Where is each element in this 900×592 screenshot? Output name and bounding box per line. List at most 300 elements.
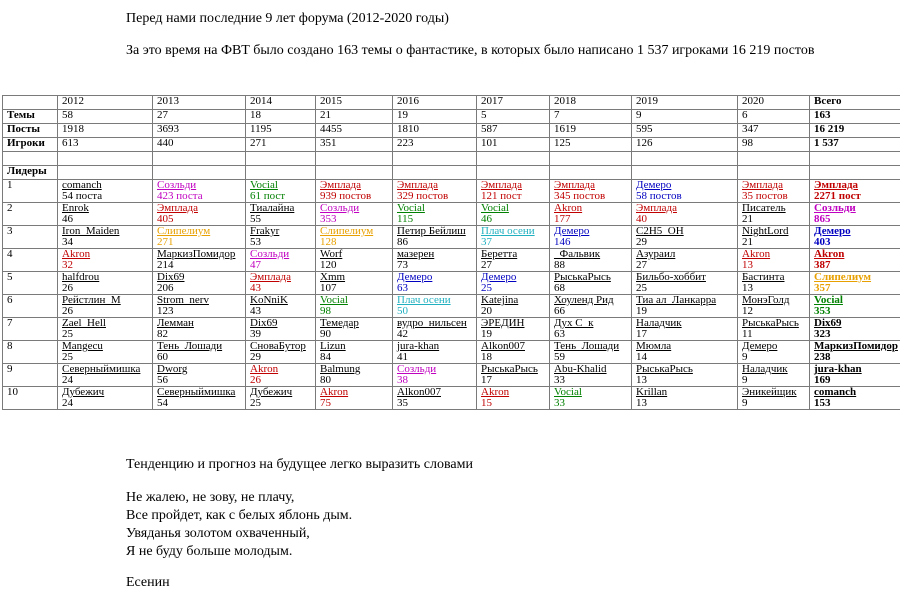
- leader-cell: [58, 180, 153, 203]
- leader-name: comanch: [62, 180, 148, 191]
- leader-post-count: 43: [250, 306, 311, 317]
- leader-cell: [316, 180, 393, 203]
- leader-cell: [738, 272, 810, 295]
- leader-cell: [738, 364, 810, 387]
- leader-post-count: 2271 пост: [814, 191, 900, 202]
- leader-post-count: 357: [814, 283, 900, 294]
- empty-cell: [632, 166, 738, 180]
- leader-cell: [316, 226, 393, 249]
- leader-name: Dworg: [157, 364, 241, 375]
- leader-cell: [810, 226, 900, 249]
- forum-stats-table: [2, 95, 900, 410]
- leader-cell: [58, 226, 153, 249]
- rank-cell: 10: [3, 387, 58, 410]
- leader-cell: [477, 180, 550, 203]
- leader-post-count: 17: [636, 329, 733, 340]
- leader-cell: [153, 364, 246, 387]
- leader-cell: [153, 180, 246, 203]
- leader-cell: [58, 203, 153, 226]
- leader-name: Бастинта: [742, 272, 805, 283]
- leader-name: Плач осени: [397, 295, 472, 306]
- leader-cell: [632, 226, 738, 249]
- leader-cell: [632, 364, 738, 387]
- leader-name: comanch: [814, 387, 900, 398]
- header-cell: 2020: [738, 96, 810, 110]
- leader-name: Lizun: [320, 341, 388, 352]
- leader-post-count: 271: [157, 237, 241, 248]
- leaders-header-row: [3, 166, 900, 180]
- leader-name: Alkon007: [481, 341, 545, 352]
- leader-cell: [246, 295, 316, 318]
- leader-name: Akron: [481, 387, 545, 398]
- rank-cell: 7: [3, 318, 58, 341]
- poem-line: Все пройдет, как с белых яблонь дым.: [126, 507, 352, 525]
- stat-cell: 271: [246, 138, 316, 152]
- leader-name: Мюмла: [636, 341, 733, 352]
- stat-cell: 58: [58, 110, 153, 124]
- leader-post-count: 39: [250, 329, 311, 340]
- leader-row: [3, 318, 900, 341]
- leader-post-count: 80: [320, 375, 388, 386]
- leader-post-count: 41: [397, 352, 472, 363]
- leader-name: Enrok: [62, 203, 148, 214]
- stat-cell: 98: [738, 138, 810, 152]
- empty-cell: [810, 166, 900, 180]
- leader-name: ЭРЕДИН: [481, 318, 545, 329]
- leader-cell: [550, 318, 632, 341]
- leader-post-count: 42: [397, 329, 472, 340]
- leader-row: [3, 295, 900, 318]
- leader-post-count: 38: [397, 375, 472, 386]
- leader-name: Xmm: [320, 272, 388, 283]
- rank-cell: 1: [3, 180, 58, 203]
- leader-post-count: 98: [320, 306, 388, 317]
- leader-cell: [550, 387, 632, 410]
- leader-post-count: 24: [62, 398, 148, 409]
- leader-cell: [550, 341, 632, 364]
- leader-cell: [393, 180, 477, 203]
- leader-cell: [477, 364, 550, 387]
- leader-name: Плач осени: [481, 226, 545, 237]
- leader-name: Тиа ал_Ланкарра: [636, 295, 733, 306]
- leader-post-count: 323: [814, 329, 900, 340]
- leader-cell: [550, 249, 632, 272]
- leader-cell: [810, 295, 900, 318]
- stat-cell: 1195: [246, 124, 316, 138]
- leader-cell: [246, 249, 316, 272]
- leader-cell: [738, 341, 810, 364]
- leader-name: Созльди: [814, 203, 900, 214]
- leader-cell: [738, 295, 810, 318]
- leader-post-count: 33: [554, 375, 627, 386]
- empty-cell: [58, 152, 153, 166]
- leader-cell: [153, 295, 246, 318]
- empty-cell: [632, 152, 738, 166]
- leader-name: Frakyr: [250, 226, 311, 237]
- leader-name: МаркизПомидор: [157, 249, 241, 260]
- stat-cell: 6: [738, 110, 810, 124]
- header-cell: [3, 96, 58, 110]
- leader-name: C2H5_OH: [636, 226, 733, 237]
- leader-name: Тень_Лошади: [554, 341, 627, 352]
- leader-cell: [632, 341, 738, 364]
- leader-name: Strom_nerv: [157, 295, 241, 306]
- leader-row: [3, 203, 900, 226]
- stat-cell: 587: [477, 124, 550, 138]
- leader-row: [3, 249, 900, 272]
- leader-cell: [246, 318, 316, 341]
- empty-cell: [393, 166, 477, 180]
- leader-name: Демеро: [554, 226, 627, 237]
- leader-name: Темедар: [320, 318, 388, 329]
- leader-post-count: 43: [250, 283, 311, 294]
- poem-line: Увяданья золотом охваченный,: [126, 525, 352, 543]
- leader-cell: [316, 272, 393, 295]
- leader-post-count: 939 постов: [320, 191, 388, 202]
- leader-name: Эмплада: [636, 203, 733, 214]
- leader-post-count: 115: [397, 214, 472, 225]
- leader-name: Akron: [250, 364, 311, 375]
- leader-post-count: 177: [554, 214, 627, 225]
- stat-cell: 21: [316, 110, 393, 124]
- leader-cell: [810, 387, 900, 410]
- leader-name: Демеро: [636, 180, 733, 191]
- leader-post-count: 387: [814, 260, 900, 271]
- leader-name: РыськаРысь: [636, 364, 733, 375]
- stat-total-cell: 16 219: [810, 124, 900, 138]
- leader-cell: [477, 272, 550, 295]
- leader-name: Демеро: [742, 341, 805, 352]
- leader-cell: [153, 203, 246, 226]
- empty-cell: [550, 152, 632, 166]
- leader-post-count: 26: [62, 283, 148, 294]
- leader-name: Созльди: [250, 249, 311, 260]
- stat-cell: 19: [393, 110, 477, 124]
- empty-cell: [153, 152, 246, 166]
- leader-post-count: 13: [742, 260, 805, 271]
- leader-name: Хоуленд Рид: [554, 295, 627, 306]
- empty-cell: [153, 166, 246, 180]
- leader-post-count: 13: [742, 283, 805, 294]
- leader-post-count: 21: [742, 214, 805, 225]
- leader-name: _Фальвик: [554, 249, 627, 260]
- leader-post-count: 120: [320, 260, 388, 271]
- rank-cell: 4: [3, 249, 58, 272]
- leader-name: Worf: [320, 249, 388, 260]
- leader-cell: [153, 341, 246, 364]
- leader-post-count: 9: [742, 352, 805, 363]
- leader-post-count: 32: [62, 260, 148, 271]
- rank-cell: 2: [3, 203, 58, 226]
- leader-post-count: 46: [481, 214, 545, 225]
- leader-cell: [246, 272, 316, 295]
- stat-cell: 4455: [316, 124, 393, 138]
- leader-name: Akron: [62, 249, 148, 260]
- leader-cell: [477, 318, 550, 341]
- leader-cell: [393, 364, 477, 387]
- leader-name: Abu-Khalid: [554, 364, 627, 375]
- leader-cell: [58, 295, 153, 318]
- leader-name: Iron_Maiden: [62, 226, 148, 237]
- leader-name: NightLord: [742, 226, 805, 237]
- leader-name: Эмплада: [157, 203, 241, 214]
- leader-post-count: 37: [481, 237, 545, 248]
- leader-cell: [738, 226, 810, 249]
- empty-cell: [393, 152, 477, 166]
- empty-cell: [316, 166, 393, 180]
- leader-post-count: 63: [397, 283, 472, 294]
- leader-cell: [393, 203, 477, 226]
- leader-post-count: 214: [157, 260, 241, 271]
- leader-row: [3, 226, 900, 249]
- leader-cell: [810, 318, 900, 341]
- stat-cell: 1810: [393, 124, 477, 138]
- leader-cell: [393, 249, 477, 272]
- leader-name: Тиалайна: [250, 203, 311, 214]
- leader-post-count: 84: [320, 352, 388, 363]
- leader-cell: [810, 272, 900, 295]
- poem-stanza: [126, 489, 352, 561]
- intro-line-years: Перед нами последние 9 лет форума (2012-2020 годы): [126, 10, 449, 28]
- leader-post-count: 25: [636, 283, 733, 294]
- leader-post-count: 21: [742, 237, 805, 248]
- leader-post-count: 40: [636, 214, 733, 225]
- leader-post-count: 35: [397, 398, 472, 409]
- leader-name: Krillan: [636, 387, 733, 398]
- leader-post-count: 353: [814, 306, 900, 317]
- leader-name: Dix69: [814, 318, 900, 329]
- leader-cell: [477, 387, 550, 410]
- leader-row: [3, 387, 900, 410]
- leader-cell: [58, 341, 153, 364]
- leader-post-count: 238: [814, 352, 900, 363]
- leader-row: [3, 272, 900, 295]
- leader-post-count: 121 пост: [481, 191, 545, 202]
- leader-post-count: 107: [320, 283, 388, 294]
- leader-name: Дубежич: [62, 387, 148, 398]
- leader-name: Эмплада: [814, 180, 900, 191]
- leader-post-count: 60: [157, 352, 241, 363]
- leader-cell: [246, 180, 316, 203]
- spacer-row: [3, 152, 900, 166]
- leader-name: jura-khan: [397, 341, 472, 352]
- leader-name: Лемман: [157, 318, 241, 329]
- leader-name: Северныймишка: [157, 387, 241, 398]
- leader-name: Демеро: [397, 272, 472, 283]
- leader-post-count: 24: [62, 375, 148, 386]
- leader-cell: [393, 272, 477, 295]
- leader-cell: [477, 341, 550, 364]
- leader-name: СноваБутор: [250, 341, 311, 352]
- poem-line: Я не буду больше молодым.: [126, 543, 352, 561]
- empty-cell: [738, 152, 810, 166]
- leader-cell: [246, 364, 316, 387]
- leader-name: РыськаРысь: [742, 318, 805, 329]
- header-cell: Всего: [810, 96, 900, 110]
- leader-post-count: 54: [157, 398, 241, 409]
- poem-author: Есенин: [126, 574, 170, 592]
- leader-cell: [632, 272, 738, 295]
- leader-cell: [58, 272, 153, 295]
- empty-cell: [477, 166, 550, 180]
- empty-cell: [58, 166, 153, 180]
- leader-name: Писатель: [742, 203, 805, 214]
- leader-name: halfdrou: [62, 272, 148, 283]
- empty-cell: [550, 166, 632, 180]
- leader-post-count: 9: [742, 398, 805, 409]
- leader-cell: [246, 341, 316, 364]
- leader-name: KoNniK: [250, 295, 311, 306]
- stats-row: [3, 110, 900, 124]
- intro-line-summary: За это время на ФВТ было создано 163 темы о фантастике, в которых было написано 1 537 игроками 16 219 постов: [126, 42, 846, 60]
- leader-name: Северныймишка: [62, 364, 148, 375]
- stats-row: [3, 138, 900, 152]
- leader-cell: [393, 226, 477, 249]
- leader-name: вудро_нильсен: [397, 318, 472, 329]
- leader-row: [3, 180, 900, 203]
- leader-post-count: 73: [397, 260, 472, 271]
- leader-post-count: 29: [636, 237, 733, 248]
- leader-post-count: 19: [636, 306, 733, 317]
- row-label: Посты: [3, 124, 58, 138]
- leader-name: мазерен: [397, 249, 472, 260]
- leader-name: Тень_Лошади: [157, 341, 241, 352]
- stat-cell: 613: [58, 138, 153, 152]
- leader-cell: [58, 249, 153, 272]
- leader-cell: [810, 249, 900, 272]
- leader-post-count: 25: [481, 283, 545, 294]
- leader-cell: [738, 203, 810, 226]
- stat-total-cell: 163: [810, 110, 900, 124]
- leader-name: Созльди: [397, 364, 472, 375]
- leader-cell: [393, 341, 477, 364]
- leader-name: Дух С_к: [554, 318, 627, 329]
- header-row: [3, 96, 900, 110]
- leader-cell: [246, 203, 316, 226]
- leader-cell: [316, 364, 393, 387]
- leader-cell: [58, 364, 153, 387]
- leader-name: Akron: [814, 249, 900, 260]
- leader-post-count: 25: [250, 398, 311, 409]
- leader-name: Эмплада: [397, 180, 472, 191]
- leader-name: Эникейщик: [742, 387, 805, 398]
- leader-cell: [810, 180, 900, 203]
- leader-cell: [632, 387, 738, 410]
- leader-cell: [246, 226, 316, 249]
- empty-cell: [3, 152, 58, 166]
- leader-post-count: 14: [636, 352, 733, 363]
- leader-post-count: 54 поста: [62, 191, 148, 202]
- leader-name: Vocial: [397, 203, 472, 214]
- leader-cell: [632, 295, 738, 318]
- leader-post-count: 29: [250, 352, 311, 363]
- empty-cell: [246, 152, 316, 166]
- leader-cell: [632, 203, 738, 226]
- leader-name: Эмплада: [481, 180, 545, 191]
- leader-post-count: 17: [481, 375, 545, 386]
- leader-post-count: 26: [250, 375, 311, 386]
- leader-cell: [153, 387, 246, 410]
- stat-cell: 440: [153, 138, 246, 152]
- leader-cell: [246, 387, 316, 410]
- row-label: Темы: [3, 110, 58, 124]
- leader-name: Akron: [320, 387, 388, 398]
- leader-cell: [393, 318, 477, 341]
- leader-cell: [550, 180, 632, 203]
- leader-post-count: 128: [320, 237, 388, 248]
- leader-post-count: 9: [742, 375, 805, 386]
- leader-cell: [58, 387, 153, 410]
- leader-row: [3, 364, 900, 387]
- rank-cell: 3: [3, 226, 58, 249]
- rank-cell: 8: [3, 341, 58, 364]
- stat-cell: 3693: [153, 124, 246, 138]
- leader-name: Vocial: [554, 387, 627, 398]
- leader-cell: [316, 341, 393, 364]
- leader-cell: [316, 249, 393, 272]
- leader-post-count: 63: [554, 329, 627, 340]
- leader-cell: [738, 318, 810, 341]
- leader-post-count: 18: [481, 352, 545, 363]
- leader-post-count: 865: [814, 214, 900, 225]
- leader-cell: [632, 249, 738, 272]
- leader-post-count: 55: [250, 214, 311, 225]
- leader-post-count: 27: [636, 260, 733, 271]
- leader-name: Слипелиум: [320, 226, 388, 237]
- leader-name: Наладчик: [742, 364, 805, 375]
- leader-post-count: 88: [554, 260, 627, 271]
- table-body: [3, 96, 900, 410]
- stat-cell: 351: [316, 138, 393, 152]
- leader-post-count: 35 постов: [742, 191, 805, 202]
- leader-post-count: 68: [554, 283, 627, 294]
- leader-cell: [550, 272, 632, 295]
- leader-post-count: 13: [636, 398, 733, 409]
- leader-cell: [632, 318, 738, 341]
- leader-name: Азураил: [636, 249, 733, 260]
- leader-name: Katejina: [481, 295, 545, 306]
- leader-name: МаркизПомидор: [814, 341, 900, 352]
- leader-name: Эмплада: [554, 180, 627, 191]
- stat-cell: 27: [153, 110, 246, 124]
- leader-cell: [316, 295, 393, 318]
- leader-cell: [738, 180, 810, 203]
- leader-post-count: 75: [320, 398, 388, 409]
- leader-cell: [810, 203, 900, 226]
- leader-name: Бильбо-хоббит: [636, 272, 733, 283]
- stat-cell: 5: [477, 110, 550, 124]
- leader-name: Akron: [554, 203, 627, 214]
- leader-post-count: 53: [250, 237, 311, 248]
- leader-name: Balmung: [320, 364, 388, 375]
- leader-post-count: 19: [481, 329, 545, 340]
- leader-name: Vocial: [814, 295, 900, 306]
- leader-name: Беретта: [481, 249, 545, 260]
- leader-post-count: 329 постов: [397, 191, 472, 202]
- leader-post-count: 86: [397, 237, 472, 248]
- leader-post-count: 27: [481, 260, 545, 271]
- stat-cell: 18: [246, 110, 316, 124]
- leader-post-count: 403: [814, 237, 900, 248]
- leader-name: Петир Бейлиш: [397, 226, 472, 237]
- leader-post-count: 146: [554, 237, 627, 248]
- leader-post-count: 59: [554, 352, 627, 363]
- rank-cell: 6: [3, 295, 58, 318]
- stat-cell: 126: [632, 138, 738, 152]
- empty-cell: [246, 166, 316, 180]
- stat-cell: 1918: [58, 124, 153, 138]
- leader-name: Демеро: [814, 226, 900, 237]
